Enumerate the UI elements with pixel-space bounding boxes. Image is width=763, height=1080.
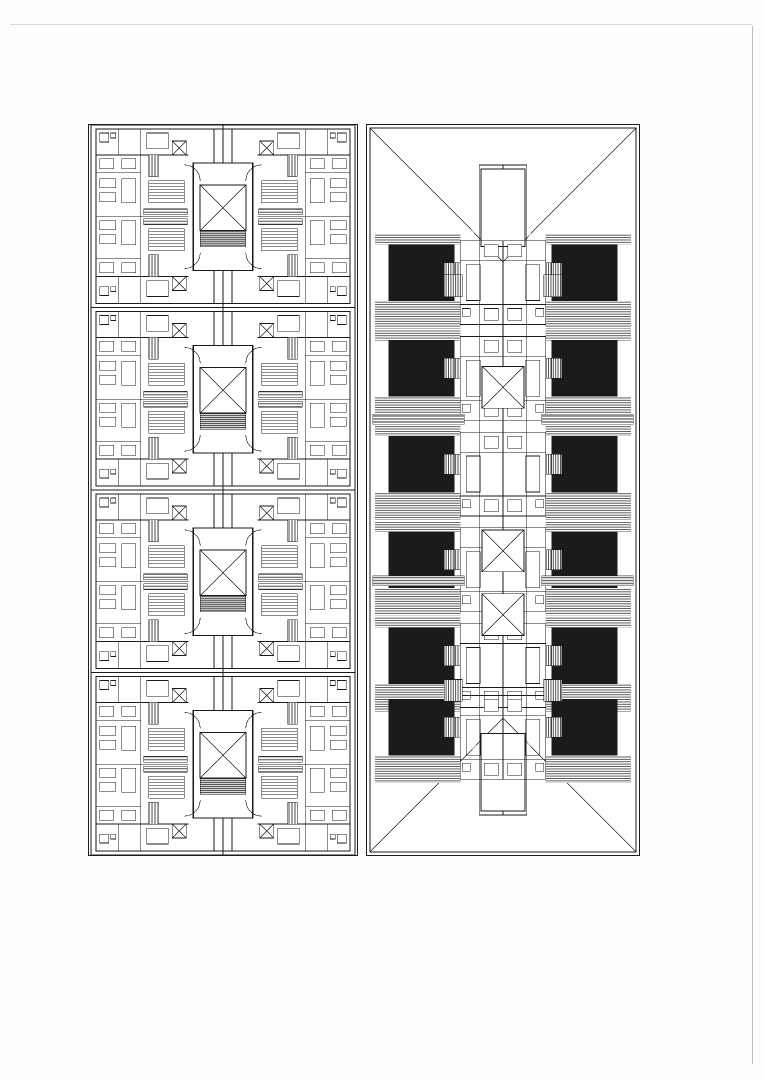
page-edge-right xyxy=(752,26,753,1064)
page-edge-top xyxy=(10,24,752,25)
drawing-area xyxy=(88,124,640,856)
roof-site-plan xyxy=(366,124,640,856)
typical-floor-plan xyxy=(88,124,358,856)
